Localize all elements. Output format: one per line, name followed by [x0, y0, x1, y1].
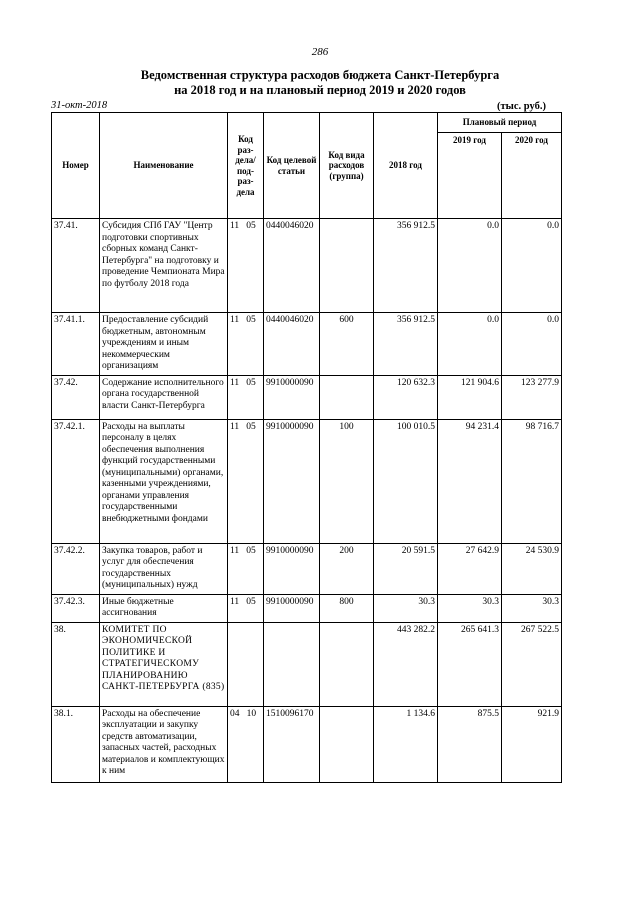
row-section: 11: [230, 221, 240, 231]
row-value-2018: 1 134.6: [374, 706, 438, 782]
row-name: Расходы на выплаты персоналу в целях обеспечения выполнения функций государственными (муниципальными) органами, казенными учреждениями, органами управления государственными внебюджетными фондами: [100, 419, 228, 543]
row-section-code: [228, 543, 264, 594]
row-number: 38.1.: [52, 706, 100, 782]
table-row: [52, 313, 562, 376]
row-value-2020: 30.3: [502, 594, 562, 622]
title-line-2: на 2018 год и на плановый период 2019 и 2020 годов: [174, 83, 466, 97]
row-subsection: 05: [246, 545, 256, 556]
row-expense-type: 200: [320, 543, 374, 594]
row-expense-type: [320, 375, 374, 419]
row-section: 04: [230, 708, 240, 719]
row-number: 37.42.2.: [52, 543, 100, 594]
units-label: (тыс. руб.): [497, 101, 546, 112]
table-row: [52, 594, 562, 622]
row-number: 37.42.: [52, 375, 100, 419]
row-section-code: [228, 706, 264, 782]
row-value-2018: 120 632.3: [374, 375, 438, 419]
row-subsection: 05: [246, 596, 256, 607]
table-row: [52, 375, 562, 419]
row-number: 37.42.3.: [52, 594, 100, 622]
row-number: 37.41.: [52, 219, 100, 313]
row-value-2018: 356 912.5: [374, 313, 438, 376]
row-name: КОМИТЕТ ПО ЭКОНОМИЧЕСКОЙ ПОЛИТИКЕ И СТРАТЕГИЧЕСКОМУ ПЛАНИРОВАНИЮ САНКТ-ПЕТЕРБУРГА (835): [100, 622, 228, 706]
row-name: Содержание исполнительного органа государственной власти Санкт-Петербурга: [100, 375, 228, 419]
row-section-code: [228, 622, 264, 706]
row-section: 11: [230, 421, 240, 432]
row-value-2019: 30.3: [438, 594, 502, 622]
row-section-code: [228, 375, 264, 419]
row-value-2020: 0.0: [502, 313, 562, 376]
row-value-2018: 30.3: [374, 594, 438, 622]
row-value-2018: 443 282.2: [374, 622, 438, 706]
header-expense-type: Код вида расходов (группа): [320, 113, 374, 219]
row-value-2020: 24 530.9: [502, 543, 562, 594]
table-row: [52, 419, 562, 543]
row-section-code: [228, 419, 264, 543]
header-section-code: Код раз-дела/ под-раз-дела: [228, 113, 264, 219]
row-section-code: [228, 594, 264, 622]
row-subsection: 05: [246, 421, 256, 432]
row-target-code: 1510096170: [264, 706, 320, 782]
row-section-code: [228, 313, 264, 376]
row-value-2019: 27 642.9: [438, 543, 502, 594]
row-value-2019: 121 904.6: [438, 375, 502, 419]
row-value-2019: 0.0: [438, 313, 502, 376]
document-title: [40, 68, 600, 98]
row-expense-type: 100: [320, 419, 374, 543]
row-target-code: 9910000090: [264, 543, 320, 594]
header-target-code: Код целевой статьи: [264, 113, 320, 219]
table-row: [52, 543, 562, 594]
row-value-2020: 0.0: [502, 219, 562, 313]
header-name: Наименование: [100, 113, 228, 219]
row-value-2019: 875.5: [438, 706, 502, 782]
row-expense-type: [320, 219, 374, 313]
header-2020: 2020 год: [502, 133, 562, 219]
row-section: 11: [230, 315, 240, 325]
row-number: 37.41.1.: [52, 313, 100, 376]
row-target-code: 9910000090: [264, 419, 320, 543]
row-name: Предоставление субсидий бюджетным, автономным учреждениям и иным некоммерческим организациям: [100, 313, 228, 376]
title-line-1: Ведомственная структура расходов бюджета Санкт-Петербурга: [140, 68, 500, 82]
header-2018: 2018 год: [374, 113, 438, 219]
row-value-2018: 356 912.5: [374, 219, 438, 313]
row-number: 37.42.1.: [52, 419, 100, 543]
row-expense-type: 600: [320, 313, 374, 376]
row-name: Расходы на обеспечение эксплуатации и закупку средств автоматизации, запасных частей, расходных материалов и комплектующих к ним: [100, 706, 228, 782]
row-value-2019: 0.0: [438, 219, 502, 313]
row-section: 11: [230, 545, 240, 556]
row-subsection: 05: [246, 377, 256, 388]
row-target-code: 0440046020: [264, 219, 320, 313]
row-value-2020: 123 277.9: [502, 375, 562, 419]
page-number: 286: [311, 46, 329, 58]
row-value-2020: 98 716.7: [502, 419, 562, 543]
row-value-2018: 100 010.5: [374, 419, 438, 543]
row-expense-type: [320, 622, 374, 706]
row-value-2020: 921.9: [502, 706, 562, 782]
row-expense-type: 800: [320, 594, 374, 622]
table-row: [52, 706, 562, 782]
row-name: Иные бюджетные ассигнования: [100, 594, 228, 622]
header-number: Номер: [52, 113, 100, 219]
row-value-2020: 267 522.5: [502, 622, 562, 706]
row-number: 38.: [52, 622, 100, 706]
row-target-code: [264, 622, 320, 706]
row-section: 11: [230, 596, 240, 607]
header-planned-period: Плановый период: [438, 113, 562, 133]
row-subsection: 10: [246, 708, 257, 719]
document-date: 31-окт-2018: [51, 100, 108, 111]
row-name: Субсидия СПб ГАУ "Центр подготовки спортивных сборных команд Санкт-Петербурга" на подготовку и проведение Чемпионата Мира по футболу 2018 года: [100, 219, 228, 313]
row-expense-type: [320, 706, 374, 782]
table-body: [52, 219, 562, 783]
row-target-code: 0440046020: [264, 313, 320, 376]
table-header: [52, 113, 562, 219]
row-target-code: 9910000090: [264, 594, 320, 622]
row-subsection: 05: [246, 315, 256, 325]
table-row: [52, 219, 562, 313]
row-value-2019: 265 641.3: [438, 622, 502, 706]
row-value-2018: 20 591.5: [374, 543, 438, 594]
header-2019: 2019 год: [438, 133, 502, 219]
row-subsection: 05: [246, 221, 256, 231]
row-target-code: 9910000090: [264, 375, 320, 419]
row-name: Закупка товаров, работ и услуг для обеспечения государственных (муниципальных) нужд: [100, 543, 228, 594]
row-section: 11: [230, 377, 240, 388]
table-row: [52, 622, 562, 706]
row-section-code: [228, 219, 264, 313]
row-value-2019: 94 231.4: [438, 419, 502, 543]
budget-table: [51, 112, 562, 783]
